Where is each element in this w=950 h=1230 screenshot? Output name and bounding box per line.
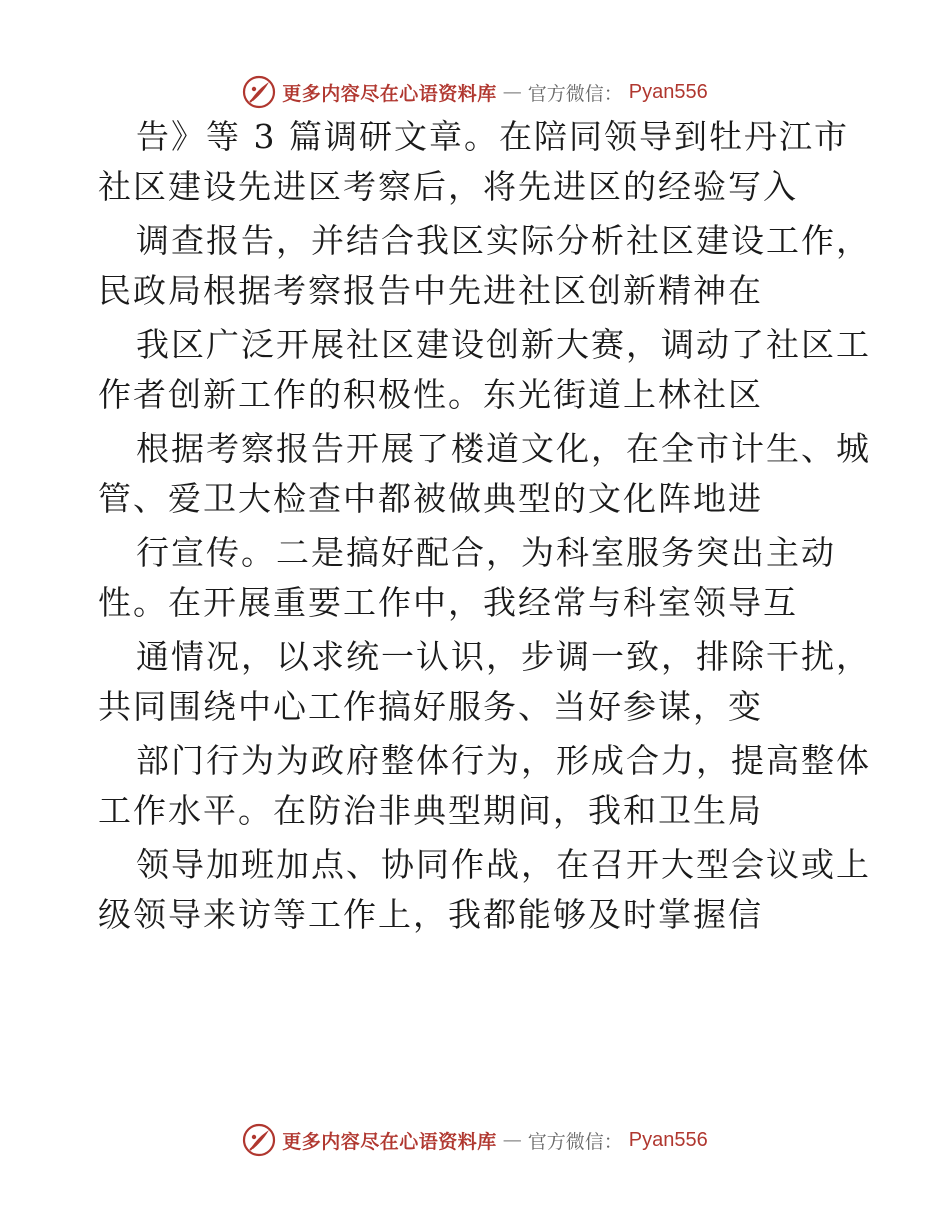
text-line: 社区建设先进区考察后，将先进区的经验写入: [98, 167, 798, 206]
text-line: 部门行为为政府整体行为，形成合力，提高整体: [136, 741, 871, 780]
footer-banner: [0, 1120, 950, 1160]
banner-wechat-id: Pyan556: [628, 80, 708, 103]
text-line: 调查报告，并结合我区实际分析社区建设工作，: [136, 221, 871, 260]
text-line: 通情况，以求统一认识，步调一致，排除干扰，: [136, 637, 871, 676]
quill-pen-icon: [242, 1123, 276, 1157]
text-line: 告》等 3 篇调研文章。在陪同领导到牡丹江市: [136, 117, 849, 156]
banner-dash: —: [502, 1129, 522, 1151]
banner-brand-text: 更多内容尽在心语资料库: [282, 82, 497, 105]
text-line: 根据考察报告开展了楼道文化，在全市计生、城: [136, 429, 871, 468]
text-line: 管、爱卫大检查中都被做典型的文化阵地进: [98, 479, 763, 518]
text-line: 民政局根据考察报告中先进社区创新精神在: [98, 271, 763, 310]
text-line: 我区广泛开展社区建设创新大赛，调动了社区工: [136, 325, 871, 364]
text-line: 级领导来访等工作上，我都能够及时掌握信: [98, 895, 763, 934]
text-line: 行宣传。二是搞好配合，为科室服务突出主动: [136, 533, 836, 572]
banner-wechat-id: Pyan556: [628, 1128, 708, 1151]
text-line: 作者创新工作的积极性。东光街道上林社区: [98, 375, 763, 414]
text-line: 性。在开展重要工作中，我经常与科室领导互: [98, 583, 798, 622]
quill-pen-icon: [242, 75, 276, 109]
document-body: [98, 117, 871, 934]
banner-dash: —: [502, 81, 522, 103]
banner-brand-text: 更多内容尽在心语资料库: [282, 1130, 497, 1153]
header-banner: [0, 72, 950, 112]
banner-wechat-label: 官方微信：: [527, 82, 623, 105]
text-line: 工作水平。在防治非典型期间，我和卫生局: [98, 791, 763, 830]
text-line: 共同围绕中心工作搞好服务、当好参谋，变: [98, 687, 763, 726]
banner-wechat-label: 官方微信：: [527, 1130, 623, 1153]
text-line: 领导加班加点、协同作战，在召开大型会议或上: [136, 845, 871, 884]
